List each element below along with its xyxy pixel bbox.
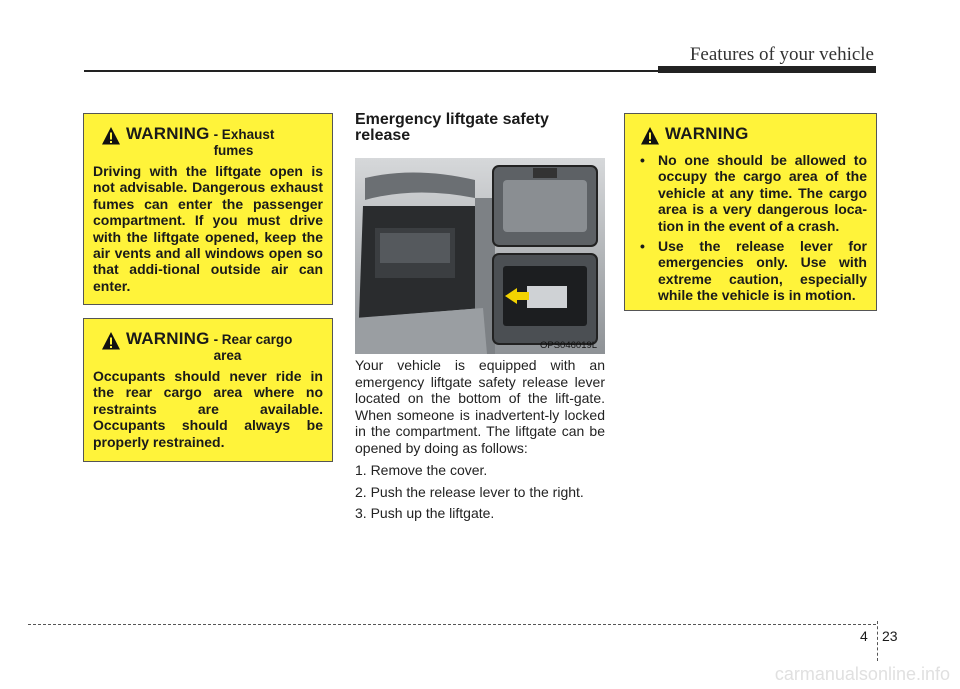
liftgate-photo xyxy=(355,158,605,354)
intro-paragraph: Your vehicle is equipped with an emergency liftgate safety release lever located on the bottom of the lift-gate. When someone is inadvertent-ly locked in the compartment. The liftgate can be opened by doing as follows: xyxy=(355,357,605,456)
section-body xyxy=(355,357,605,527)
warning-heading xyxy=(101,124,323,159)
warning-subtitle: - Exhaust fumes xyxy=(213,127,275,158)
warning-triangle-icon xyxy=(101,331,121,351)
warning-bullet: • No one should be allowed to occupy the cargo area of the vehicle at any time. The cargo area is a very dangerous loca-tion in the event of a crash. xyxy=(634,152,867,234)
warning-label: WARNING xyxy=(126,124,210,143)
warning-bullet: • Use the release lever for emergencies only. Use with extreme caution, especially while the vehicle is in motion. xyxy=(634,238,867,304)
warning-label: WARNING xyxy=(126,329,210,348)
step-item: 2. Push the release lever to the right. xyxy=(355,483,584,500)
step-item: 3. Push up the liftgate. xyxy=(355,505,495,521)
header-rule-thick xyxy=(658,66,876,73)
watermark: carmanualsonline.info xyxy=(774,664,950,684)
header-rule xyxy=(84,70,662,72)
footer-rule xyxy=(28,624,876,625)
warning-triangle-icon xyxy=(640,126,660,146)
warning-text: Driving with the liftgate open is not advisable. Dangerous exhaust fumes can enter the passenger compartment. If you must drive with the liftgate opened, keep the air vents and all windows open so that addi-tional outside air can enter. xyxy=(93,163,323,294)
warning-bullets xyxy=(634,152,867,304)
warning-label: WARNING xyxy=(665,124,749,143)
warning-triangle-icon xyxy=(101,126,121,146)
chapter-number: 4 xyxy=(860,628,868,644)
warning-heading xyxy=(640,124,867,146)
step-item: 1. Remove the cover. xyxy=(355,462,488,478)
running-header: Features of your vehicle xyxy=(689,44,874,65)
warning-box-cargo xyxy=(83,318,333,462)
warning-subtitle: - Rear cargo area xyxy=(213,332,293,363)
steps-list xyxy=(355,462,605,522)
warning-box-exhaust xyxy=(83,113,333,305)
warning-box-cargo-release xyxy=(624,113,877,311)
image-code: OPS046019L xyxy=(540,340,598,351)
footer-divider xyxy=(877,621,878,661)
warning-text: Occupants should never ride in the rear cargo area where no restraints are available. Occupants should always be properly restrained. xyxy=(93,368,323,450)
section-title: Emergency liftgate safety release xyxy=(355,111,549,144)
warning-heading xyxy=(101,329,323,364)
page-number: 23 xyxy=(882,628,898,644)
